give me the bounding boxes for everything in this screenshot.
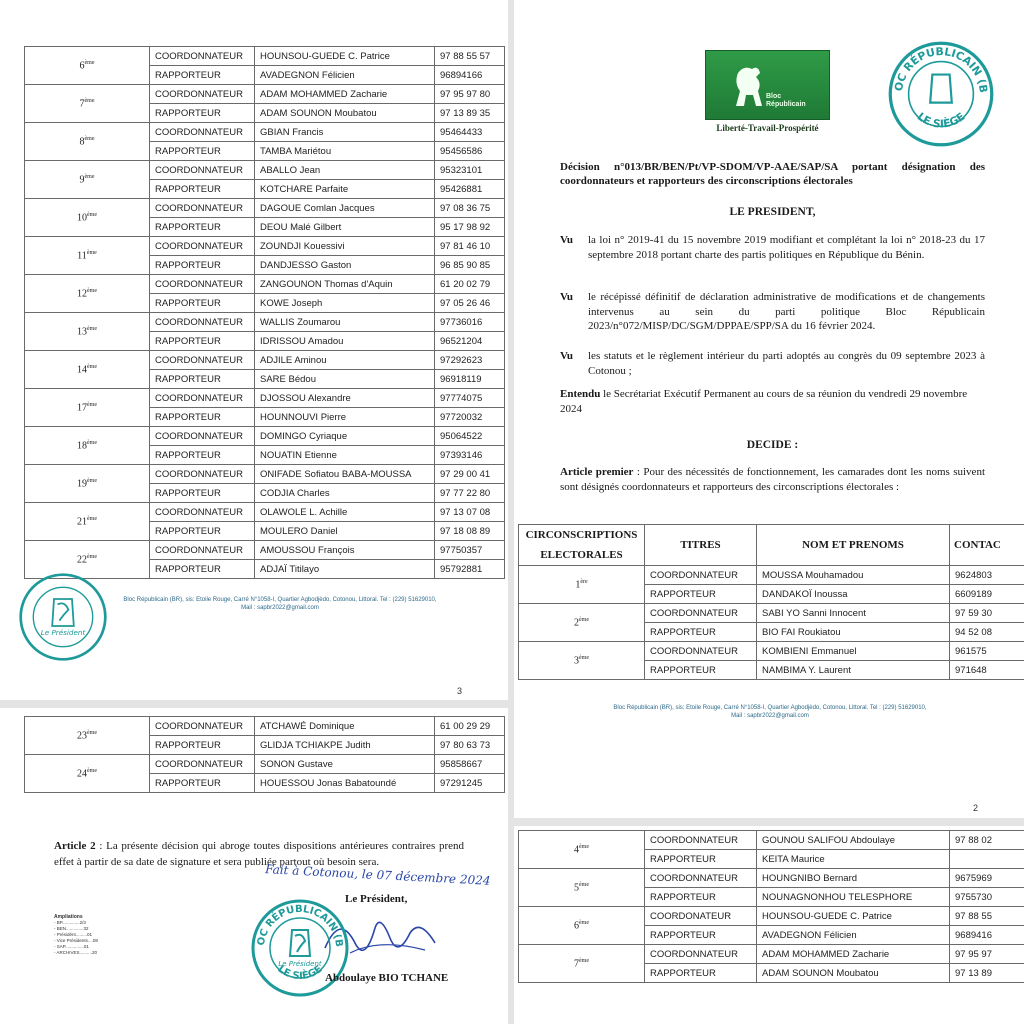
circonscription-suffix: ème (84, 135, 95, 142)
titre-cell: COORDONNATEUR (150, 161, 255, 180)
article-2-text: : La présente décision qui abroge toutes dispositions antérieures contraires prend effet à partir de sa date de signature et sera publiée partout où besoin sera. (54, 840, 464, 868)
signatory-name: Abdoulaye BIO TCHANE (325, 972, 449, 984)
nom-cell: HOUNSOU-GUEDE C. Patrice (255, 47, 435, 66)
nom-cell: HOUNSOU-GUEDE C. Patrice (757, 907, 950, 926)
page-divider-right (514, 818, 1024, 826)
contact-cell: 97 88 55 57 (435, 47, 505, 66)
titre-cell: RAPPORTEUR (150, 104, 255, 123)
nom-cell: DEOU Malé Gilbert (255, 218, 435, 237)
ampliation-item: - SAP...............01 (54, 944, 89, 949)
titre-cell: RAPPORTEUR (645, 585, 757, 604)
table-row-coordonnateur (519, 945, 1024, 964)
circonscription-cell (25, 237, 150, 275)
contact-cell: 961575 (950, 642, 1024, 661)
titre-cell: COORDONNATEUR (645, 831, 757, 850)
titre-cell: RAPPORTEUR (645, 964, 757, 983)
circonscription-suffix: ème (84, 173, 95, 180)
svg-text:BLOC RÉPUBLICAIN (BR) (250, 898, 344, 948)
nom-cell: KOWE Joseph (255, 294, 435, 313)
party-stamp-header (887, 40, 995, 148)
ampliations-block (54, 914, 98, 956)
titre-cell: RAPPORTEUR (150, 408, 255, 427)
nom-cell: ADAM SOUNON Moubatou (757, 964, 950, 983)
circonscription-number: 2 (574, 617, 579, 629)
contact-cell: 97 13 07 08 (435, 503, 505, 522)
table-row-coordonnateur (25, 47, 505, 66)
vu-text-1: la loi n° 2019-41 du 15 novembre 2019 modifiant et complétant la loi n° 2018-23 du 17 septembre 2018 portant charte des partis politiques en République du Bénin. (588, 234, 985, 261)
contact-cell: 97 88 02 (950, 831, 1024, 850)
ampliations-title: Ampliations (54, 914, 83, 920)
nom-cell: DAGOUE Comlan Jacques (255, 199, 435, 218)
footer-mail: Mail : sapbr2022@gmail.com (241, 605, 319, 611)
page-divider-left (0, 700, 508, 708)
footer-address: Bloc Républicain (BR), sis: Etoile Rouge, Carré N°1058-I, Quartier Agbodjèdo, Cotonou, Littoral. Tel : (229) 51629010, (123, 597, 437, 603)
titre-cell: COORDONNATEUR (150, 47, 255, 66)
table-row-coordonnateur (25, 313, 505, 332)
circonscription-number: 22 (77, 554, 87, 566)
nom-cell: HOUNNOUVI Pierre (255, 408, 435, 427)
table-row-coordonnateur (25, 85, 505, 104)
table-row-coordonnateur (25, 503, 505, 522)
entendu-label: Entendu (560, 388, 601, 400)
circonscription-number: 7 (574, 958, 579, 970)
circonscription-cell (25, 123, 150, 161)
circonscription-cell (25, 427, 150, 465)
titre-cell: RAPPORTEUR (150, 446, 255, 465)
nom-cell: MOULERO Daniel (255, 522, 435, 541)
nom-cell: DJOSSOU Alexandre (255, 389, 435, 408)
nom-cell: HOUESSOU Jonas Babatoundé (255, 774, 435, 793)
circonscription-number: 14 (77, 364, 87, 376)
entendu-clause (560, 387, 985, 416)
contact-cell: 9689416 (950, 926, 1024, 945)
circonscriptions-table-page-3 (24, 46, 505, 579)
circonscription-number: 18 (77, 440, 87, 452)
contact-cell: 95858667 (435, 755, 505, 774)
nom-cell: KOTCHARE Parfaite (255, 180, 435, 199)
circonscription-cell (519, 566, 645, 604)
titre-cell: RAPPORTEUR (645, 661, 757, 680)
page-4 (0, 708, 508, 1024)
table-row-coordonnateur (519, 566, 1024, 585)
circonscription-suffix: ème (87, 401, 97, 408)
contact-cell: 97 95 97 80 (435, 85, 505, 104)
nom-cell: ZOUNDJI Kouessivi (255, 237, 435, 256)
circonscription-number: 7 (79, 98, 85, 110)
circonscription-suffix: ème (84, 59, 95, 66)
page-3 (0, 0, 508, 700)
titre-cell: RAPPORTEUR (150, 370, 255, 389)
contact-cell: 97 13 89 (950, 964, 1024, 983)
nom-cell: SONON Gustave (255, 755, 435, 774)
contact-cell: 96521204 (435, 332, 505, 351)
circonscription-number: 3 (574, 655, 579, 667)
titre-cell: COORDONNATEUR (150, 351, 255, 370)
titre-cell: COORDONNATEUR (150, 237, 255, 256)
titre-cell: COORDONNATEUR (150, 199, 255, 218)
contact-cell: 97 18 08 89 (435, 522, 505, 541)
bloc-republicain-logo (705, 50, 830, 120)
contact-cell: 97393146 (435, 446, 505, 465)
contact-cell: 97 08 36 75 (435, 199, 505, 218)
stamp-center-text: Le Président (278, 960, 322, 968)
footer-mail: Mail : sapbr2022@gmail.com (731, 713, 809, 719)
table-row-coordonnateur (519, 642, 1024, 661)
titre-cell: RAPPORTEUR (645, 850, 757, 869)
circonscription-number: 5 (574, 882, 579, 894)
table-row-coordonnateur (25, 123, 505, 142)
header-titres: TITRES (645, 525, 757, 566)
titre-cell: RAPPORTEUR (150, 774, 255, 793)
nom-cell: HOUNGNIBO Bernard (757, 869, 950, 888)
circonscription-suffix: ème (87, 325, 97, 332)
contact-cell: 97 29 00 41 (435, 465, 505, 484)
titre-cell: COORDONNATEUR (150, 123, 255, 142)
header-contact: CONTAC (950, 525, 1024, 566)
stamp-center-text: Le Président (40, 628, 86, 637)
vu-label: Vu (560, 291, 574, 303)
page-continuation (514, 826, 1024, 1024)
nom-cell: ADAM MOHAMMED Zacharie (255, 85, 435, 104)
contact-cell: 95 17 98 92 (435, 218, 505, 237)
nom-cell: ABALLO Jean (255, 161, 435, 180)
contact-cell: 97720032 (435, 408, 505, 427)
stamp-top-text: OC RÉPUBLICAIN (B (255, 903, 345, 948)
ampliation-item: - BP..............2/3 (54, 920, 86, 925)
contact-cell: 97 77 22 80 (435, 484, 505, 503)
ampliation-item: - BEN..............32 (54, 926, 89, 931)
nom-cell: ADJILE Aminou (255, 351, 435, 370)
circonscription-number: 23 (77, 730, 87, 742)
circonscription-suffix: ème (86, 249, 97, 256)
circonscription-cell (519, 869, 645, 907)
table-row-coordonnateur (25, 755, 505, 774)
vu-label: Vu (560, 234, 574, 246)
circonscription-cell (519, 642, 645, 680)
circonscription-suffix: ème (579, 957, 589, 964)
le-president-signature-title: Le Président, (345, 893, 408, 905)
contact-cell: 971648 (950, 661, 1024, 680)
svg-text:LE SIÈGE (915, 110, 968, 131)
titre-cell: COORDONNATEUR (150, 85, 255, 104)
contact-cell: 94 52 08 (950, 623, 1024, 642)
nom-cell: NOUNAGNONHOU TELESPHORE (757, 888, 950, 907)
nom-cell: ATCHAWÉ Dominique (255, 717, 435, 736)
footer-address: Bloc Républicain (BR), sis: Etoile Rouge, Carré N°1058-I, Quartier Agbodjèdo, Cotonou, Littoral. Tel : (229) 51629010, (613, 705, 927, 711)
decision-title: Décision n°013/BR/BEN/Pt/VP-SDOM/VP-AAE/SAP/SA portant désignation des coordonnateurs et rapporteurs des circonscriptions électorales (560, 161, 985, 187)
horse-logo-icon (728, 61, 768, 111)
titre-cell: COORDONATEUR (645, 907, 757, 926)
titre-cell: RAPPORTEUR (645, 926, 757, 945)
contact-cell: 9675969 (950, 869, 1024, 888)
table-row-coordonnateur (519, 869, 1024, 888)
circonscription-number: 6 (79, 60, 85, 72)
titre-cell: RAPPORTEUR (645, 623, 757, 642)
circonscription-number: 11 (77, 250, 87, 262)
article-2-label: Article 2 (54, 840, 96, 852)
stamp-top-text: OC RÉPUBLICAIN (B (892, 45, 991, 94)
ampliation-item: - ARCHIVES..........20 (54, 950, 98, 955)
circonscription-suffix: ème (579, 654, 589, 661)
nom-cell: DANDAKOÏ Inoussa (757, 585, 950, 604)
circonscription-cell (25, 351, 150, 389)
contact-cell: 96 85 90 85 (435, 256, 505, 275)
nom-cell: NOUATIN Etienne (255, 446, 435, 465)
contact-cell: 97774075 (435, 389, 505, 408)
circonscription-number: 6 (574, 920, 579, 932)
page-2-footer (560, 704, 980, 720)
circonscription-cell (25, 465, 150, 503)
circonscription-number: 12 (77, 288, 87, 300)
circonscriptions-table-page-4 (24, 716, 505, 793)
nom-cell: ADJAÏ Titilayo (255, 560, 435, 579)
circonscription-suffix: ème (87, 515, 97, 522)
nom-cell: WALLIS Zoumarou (255, 313, 435, 332)
nom-cell: CODJIA Charles (255, 484, 435, 503)
circonscription-cell (25, 199, 150, 237)
table-row-coordonnateur (25, 389, 505, 408)
vu-text-3: les statuts et le règlement intérieur du parti adoptés au congrès du 09 septembre 2023 à Cotonou ; (588, 350, 985, 377)
contact-cell (950, 850, 1024, 869)
titre-cell: COORDONNATEUR (150, 427, 255, 446)
titre-cell: RAPPORTEUR (150, 736, 255, 755)
decide-heading: DECIDE : (746, 439, 799, 451)
nom-cell: MOUSSA Mouhamadou (757, 566, 950, 585)
circonscription-cell (25, 503, 150, 541)
circonscription-cell (25, 85, 150, 123)
circonscription-cell (25, 717, 150, 755)
nom-cell: AVADEGNON Félicien (757, 926, 950, 945)
titre-cell: RAPPORTEUR (150, 142, 255, 161)
table-row-coordonnateur (25, 275, 505, 294)
circonscription-number: 13 (77, 326, 87, 338)
titre-cell: RAPPORTEUR (150, 522, 255, 541)
titre-cell: RAPPORTEUR (150, 294, 255, 313)
contact-cell: 95426881 (435, 180, 505, 199)
stamp-bottom-text: LE SIÈGE (914, 109, 968, 131)
nom-cell: ADAM SOUNON Moubatou (255, 104, 435, 123)
circonscription-number: 24 (77, 768, 87, 780)
circonscription-suffix: ème (579, 881, 589, 888)
circonscription-number: 1 (575, 579, 581, 591)
svg-text:BLOC RÉPUBLICAIN (BR) (887, 40, 990, 94)
circonscription-suffix: ème (87, 211, 97, 218)
nom-cell: SABI YO Sanni Innocent (757, 604, 950, 623)
nom-cell: OLAWOLE L. Achille (255, 503, 435, 522)
circonscription-suffix: ème (579, 616, 589, 623)
circonscription-suffix: ère (580, 578, 588, 585)
handwritten-place-date: Fait à Cotonou, le 07 décembre 2024 (264, 862, 491, 888)
contact-cell: 97 59 30 (950, 604, 1024, 623)
circonscription-number: 4 (574, 844, 579, 856)
circonscription-number: 10 (77, 212, 87, 224)
contact-cell: 95323101 (435, 161, 505, 180)
titre-cell: COORDONNATEUR (150, 389, 255, 408)
table-row-coordonnateur (519, 604, 1024, 623)
circonscriptions-table-continuation (518, 830, 1024, 983)
contact-cell: 97291245 (435, 774, 505, 793)
article-premier (560, 465, 985, 494)
circonscription-suffix: ème (87, 477, 97, 484)
table-row-coordonnateur (25, 465, 505, 484)
titre-cell: COORDONNATEUR (150, 717, 255, 736)
titre-cell: COORDONNATEUR (150, 465, 255, 484)
table-row-coordonnateur (25, 161, 505, 180)
contact-cell: 97736016 (435, 313, 505, 332)
contact-cell: 61 00 29 29 (435, 717, 505, 736)
contact-cell: 6609189 (950, 585, 1024, 604)
stamp-bottom-text: LE SIÈGE (275, 963, 325, 983)
table-row-coordonnateur (25, 541, 505, 560)
nom-cell: BIO FAI Roukiatou (757, 623, 950, 642)
circonscription-number: 8 (79, 136, 85, 148)
circonscription-cell (25, 755, 150, 793)
contact-cell: 97 13 89 35 (435, 104, 505, 123)
contact-cell: 95792881 (435, 560, 505, 579)
nom-cell: GOUNOU SALIFOU Abdoulaye (757, 831, 950, 850)
circonscription-suffix: ème (84, 97, 95, 104)
contact-cell: 95464433 (435, 123, 505, 142)
contact-cell: 9755730 (950, 888, 1024, 907)
contact-cell: 9624803 (950, 566, 1024, 585)
article-premier-text: : Pour des nécessités de fonctionnement, les camarades dont les noms suivent sont désignés coordonnateurs et rapporteurs des circonscriptions électorales : (560, 466, 985, 493)
circonscription-suffix: ème (87, 767, 97, 774)
entendu-text: le Secrétariat Exécutif Permanent au cours de sa réunion du vendredi 29 novembre 2024 (560, 388, 968, 415)
titre-cell: RAPPORTEUR (150, 180, 255, 199)
page-number: 3 (457, 686, 463, 696)
contact-cell: 95456586 (435, 142, 505, 161)
circonscription-suffix: ème (87, 729, 97, 736)
contact-cell: 97 80 63 73 (435, 736, 505, 755)
le-president-heading: LE PRESIDENT, (729, 206, 816, 218)
contact-cell: 97292623 (435, 351, 505, 370)
ampliation-item: - Présidént.........01 (54, 932, 93, 937)
circonscription-number: 21 (77, 516, 87, 528)
titre-cell: RAPPORTEUR (150, 256, 255, 275)
nom-cell: IDRISSOU Amadou (255, 332, 435, 351)
nom-cell: AVADEGNON Félicien (255, 66, 435, 85)
circonscription-number: 19 (77, 478, 87, 490)
page-number: 2 (973, 803, 979, 813)
vu-text-2: le récépissé définitif de déclaration administrative de modifications et de changements intervenus au sein du parti politique Bloc Républicain 2023/n°072/MISP/DC/SGM/DPPAE/SPP/SA du 16 février 2024. (588, 291, 985, 332)
contact-cell: 97 88 55 (950, 907, 1024, 926)
nom-cell: NAMBIMA Y. Laurent (757, 661, 950, 680)
titre-cell: COORDONNATEUR (150, 755, 255, 774)
circonscription-cell (519, 945, 645, 983)
contact-cell: 97 81 46 10 (435, 237, 505, 256)
circonscription-cell (25, 161, 150, 199)
titre-cell: RAPPORTEUR (645, 888, 757, 907)
nom-cell: AMOUSSOU François (255, 541, 435, 560)
titre-cell: COORDONNATEUR (645, 566, 757, 585)
circonscription-cell (519, 907, 645, 945)
nom-cell: SARE Bédou (255, 370, 435, 389)
table-row-coordonnateur (25, 717, 505, 736)
header-circonscriptions: CIRCONSCRIPTIONS ELECTORALES (519, 525, 645, 566)
nom-cell: DOMINGO Cyriaque (255, 427, 435, 446)
titre-cell: COORDONNATEUR (150, 313, 255, 332)
table-row-coordonnateur (25, 237, 505, 256)
party-motto: Liberté-Travail-Prospérité (716, 123, 819, 133)
circonscription-cell (25, 275, 150, 313)
titre-cell: COORDONNATEUR (150, 275, 255, 294)
nom-cell: KEITA Maurice (757, 850, 950, 869)
titre-cell: RAPPORTEUR (150, 484, 255, 503)
titre-cell: COORDONNATEUR (150, 503, 255, 522)
circonscription-cell (25, 389, 150, 427)
circonscription-suffix: ème (87, 439, 97, 446)
contact-cell: 97 95 97 (950, 945, 1024, 964)
nom-cell: GLIDJA TCHIAKPE Judith (255, 736, 435, 755)
page-3-footer (90, 596, 470, 612)
circonscription-cell (25, 313, 150, 351)
nom-cell: ZANGOUNON Thomas d'Aquin (255, 275, 435, 294)
titre-cell: COORDONNATEUR (645, 945, 757, 964)
nom-cell: ONIFADE Sofiatou BABA-MOUSSA (255, 465, 435, 484)
contact-cell: 96894166 (435, 66, 505, 85)
header-nom-prenoms: NOM ET PRENOMS (757, 525, 950, 566)
table-row-coordonnateur (519, 831, 1024, 850)
titre-cell: RAPPORTEUR (150, 66, 255, 85)
titre-cell: RAPPORTEUR (150, 560, 255, 579)
contact-cell: 61 20 02 79 (435, 275, 505, 294)
nom-cell: GBIAN Francis (255, 123, 435, 142)
contact-cell: 97 05 26 46 (435, 294, 505, 313)
titre-cell: COORDONNATEUR (645, 642, 757, 661)
vu-label: Vu (560, 350, 574, 362)
table-row-coordonnateur (25, 427, 505, 446)
table-row-coordonnateur (519, 907, 1024, 926)
table-row-coordonnateur (25, 199, 505, 218)
nom-cell: ADAM MOHAMMED Zacharie (757, 945, 950, 964)
nom-cell: DANDJESSO Gaston (255, 256, 435, 275)
circonscription-suffix: ème (579, 843, 589, 850)
circonscription-cell (25, 47, 150, 85)
party-stamp-page-3 (18, 572, 108, 662)
contact-cell: 96918119 (435, 370, 505, 389)
logo-party-name: Bloc Républicain (766, 93, 806, 108)
titre-cell: COORDONNATEUR (645, 869, 757, 888)
circonscription-suffix: ème (579, 919, 589, 926)
circonscriptions-table-page-2 (518, 524, 1024, 680)
circonscription-number: 9 (79, 174, 85, 186)
article-2 (54, 838, 464, 870)
titre-cell: RAPPORTEUR (150, 218, 255, 237)
circonscription-cell (519, 604, 645, 642)
titre-cell: RAPPORTEUR (150, 332, 255, 351)
titre-cell: COORDONNATEUR (150, 541, 255, 560)
table-row-coordonnateur (25, 351, 505, 370)
circonscription-number: 17 (77, 402, 87, 414)
ampliation-item: - Vice Présidents....08 (54, 938, 98, 943)
circonscription-suffix: ème (87, 553, 97, 560)
titre-cell: COORDONNATEUR (645, 604, 757, 623)
contact-cell: 95064522 (435, 427, 505, 446)
nom-cell: TAMBA Mariétou (255, 142, 435, 161)
nom-cell: KOMBIENI Emmanuel (757, 642, 950, 661)
contact-cell: 97750357 (435, 541, 505, 560)
circonscription-cell (519, 831, 645, 869)
circonscription-suffix: ème (87, 363, 97, 370)
circonscription-suffix: ème (87, 287, 97, 294)
article-premier-label: Article premier (560, 466, 634, 478)
